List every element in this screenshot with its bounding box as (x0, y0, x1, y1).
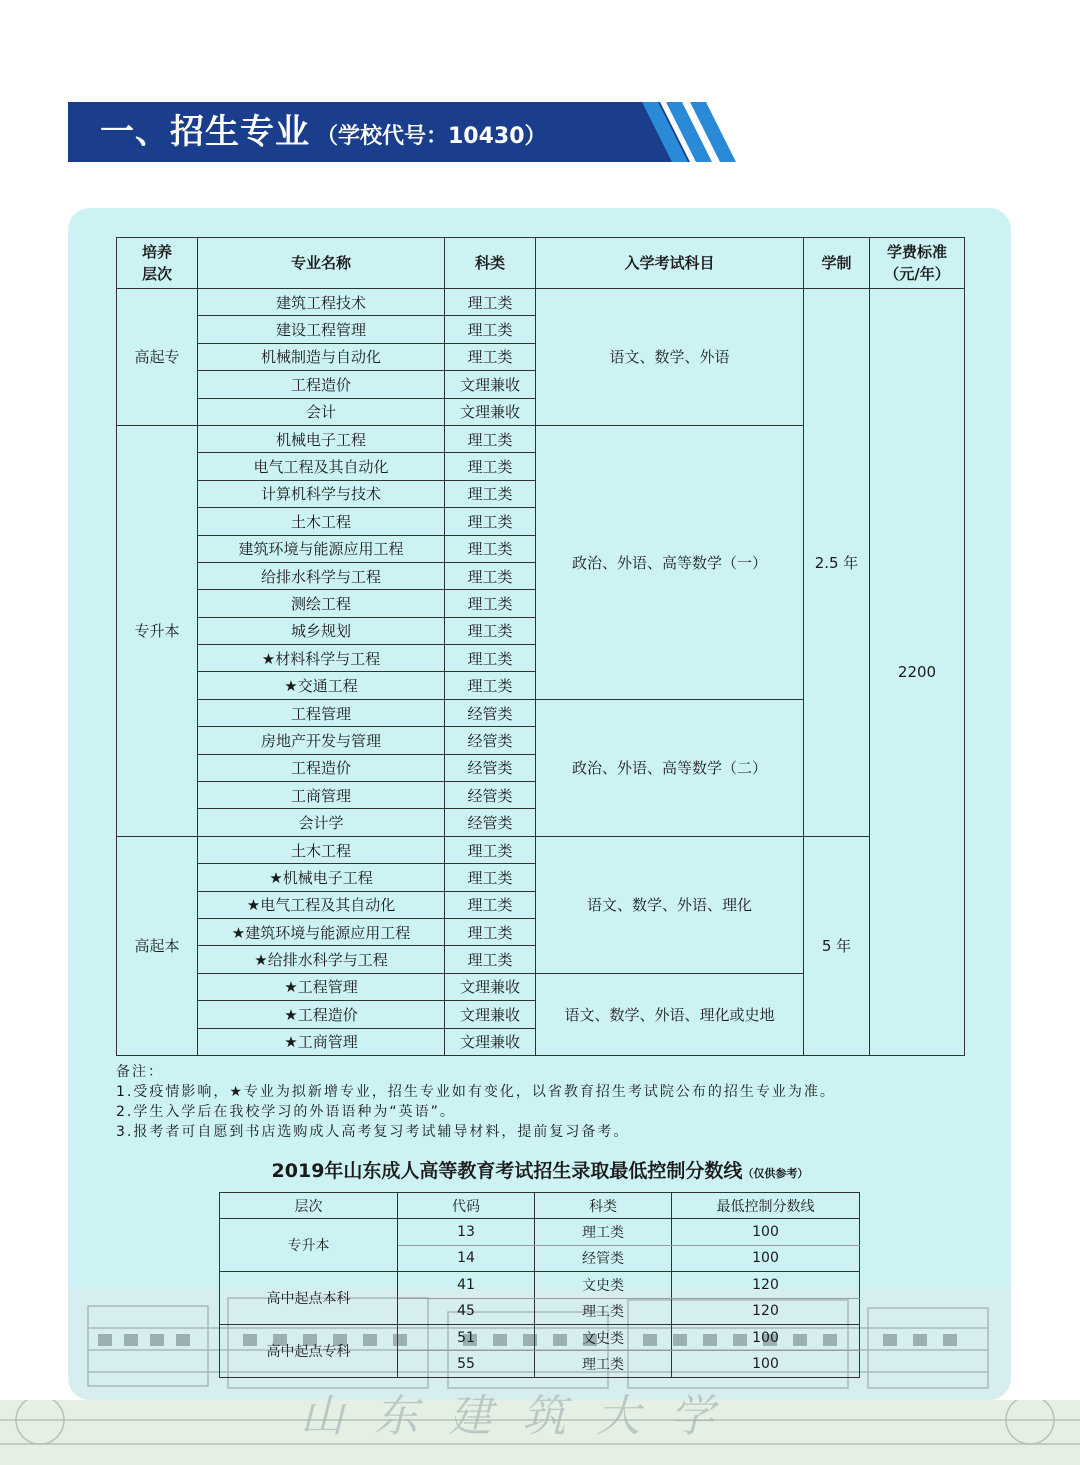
table-row (117, 289, 965, 316)
banner-stripes-decoration (630, 102, 740, 162)
col-header-code: 代码 (398, 1193, 535, 1219)
category-cell: 理工类 (445, 535, 536, 562)
category-cell: 理工类 (445, 864, 536, 891)
category-cell: 理工类 (445, 891, 536, 918)
category-cell: 理工类 (535, 1219, 672, 1245)
score-cell: 120 (672, 1298, 860, 1324)
duration-cell: 2.5 年 (804, 289, 870, 837)
category-cell: 文理兼收 (445, 371, 536, 398)
code-cell: 13 (398, 1219, 535, 1245)
col-header-min-score: 最低控制分数线 (672, 1193, 860, 1219)
major-cell: 会计学 (198, 809, 445, 836)
score-table (219, 1192, 860, 1378)
major-cell: 建设工程管理 (198, 316, 445, 343)
category-cell: 经管类 (445, 727, 536, 754)
duration-cell: 5 年 (804, 836, 870, 1055)
category-cell: 理工类 (445, 672, 536, 699)
level-cell: 高起本 (117, 836, 198, 1055)
major-cell: 房地产开发与管理 (198, 727, 445, 754)
major-cell: 土木工程 (198, 508, 445, 535)
score-cell: 100 (672, 1219, 860, 1245)
major-cell: ★建筑环境与能源应用工程 (198, 918, 445, 945)
level-cell: 专升本 (220, 1219, 398, 1272)
major-cell: ★工程造价 (198, 1001, 445, 1028)
major-cell: 城乡规划 (198, 617, 445, 644)
fee-cell: 2200 (870, 289, 965, 1056)
major-cell: ★给排水科学与工程 (198, 946, 445, 973)
score-section-title (0, 1156, 1080, 1183)
category-cell: 理工类 (535, 1298, 672, 1324)
score-table-header (220, 1193, 860, 1219)
code-cell: 51 (398, 1324, 535, 1350)
category-cell: 理工类 (445, 316, 536, 343)
category-cell: 经管类 (445, 809, 536, 836)
col-header-category: 科类 (445, 238, 536, 289)
major-cell: 会计 (198, 398, 445, 425)
category-cell: 理工类 (445, 343, 536, 370)
major-cell: 工程造价 (198, 754, 445, 781)
category-cell: 理工类 (445, 480, 536, 507)
category-cell: 理工类 (445, 562, 536, 589)
major-cell: 建筑工程技术 (198, 289, 445, 316)
major-cell: ★工程管理 (198, 973, 445, 1000)
category-cell: 经管类 (445, 754, 536, 781)
majors-table-header (117, 238, 965, 289)
level-cell: 专升本 (117, 425, 198, 836)
exam-subjects-cell: 语文、数学、外语、理化或史地 (536, 973, 804, 1055)
category-cell: 理工类 (445, 508, 536, 535)
major-cell: 测绘工程 (198, 590, 445, 617)
category-cell: 文理兼收 (445, 398, 536, 425)
category-cell: 文理兼收 (445, 1001, 536, 1028)
score-cell: 100 (672, 1324, 860, 1350)
category-cell: 经管类 (535, 1245, 672, 1271)
major-cell: ★工商管理 (198, 1028, 445, 1055)
major-cell: 土木工程 (198, 836, 445, 863)
major-cell: 电气工程及其自动化 (198, 453, 445, 480)
major-cell: ★电气工程及其自动化 (198, 891, 445, 918)
score-cell: 100 (672, 1351, 860, 1377)
major-cell: 工商管理 (198, 782, 445, 809)
level-cell: 高中起点本科 (220, 1272, 398, 1325)
watermark-calligraphy: 山东建筑大学 (300, 1391, 744, 1442)
major-cell: ★交通工程 (198, 672, 445, 699)
major-cell: 计算机科学与技术 (198, 480, 445, 507)
table-row (220, 1324, 860, 1350)
code-cell: 55 (398, 1351, 535, 1377)
category-cell: 文史类 (535, 1324, 672, 1350)
exam-subjects-cell: 政治、外语、高等数学（一） (536, 425, 804, 699)
level-cell: 高起专 (117, 289, 198, 426)
category-cell: 文史类 (535, 1272, 672, 1298)
table-row (117, 836, 965, 863)
category-cell: 理工类 (445, 617, 536, 644)
col-header-category: 科类 (535, 1193, 672, 1219)
exam-subjects-cell: 语文、数学、外语、理化 (536, 836, 804, 973)
col-header-level (117, 238, 198, 289)
majors-table (116, 237, 965, 1056)
col-header-level: 层次 (220, 1193, 398, 1219)
category-cell: 理工类 (445, 289, 536, 316)
notes-section (116, 1062, 836, 1142)
notes-title: 备注： (116, 1064, 164, 1080)
page-title (100, 104, 547, 160)
category-cell: 理工类 (445, 590, 536, 617)
major-cell: 给排水科学与工程 (198, 562, 445, 589)
category-cell: 文理兼收 (445, 1028, 536, 1055)
col-header-exam-subjects: 入学考试科目 (536, 238, 804, 289)
category-cell: 理工类 (535, 1351, 672, 1377)
category-cell: 理工类 (445, 425, 536, 452)
table-row (220, 1219, 860, 1245)
category-cell: 经管类 (445, 782, 536, 809)
header-text: 培养层次 (141, 243, 172, 283)
category-cell: 文理兼收 (445, 973, 536, 1000)
category-cell: 经管类 (445, 699, 536, 726)
note-item: 3.报考者可自愿到书店选购成人高考复习考试辅导材料，提前复习备考。 (116, 1124, 630, 1140)
category-cell: 理工类 (445, 918, 536, 945)
col-header-duration: 学制 (804, 238, 870, 289)
category-cell: 理工类 (445, 645, 536, 672)
col-header-fee (870, 238, 965, 289)
table-row (220, 1272, 860, 1298)
header-text: 学费标准（元/年） (884, 243, 950, 283)
major-cell: 工程管理 (198, 699, 445, 726)
page-title-school-code: （学校代号：10430） (316, 124, 547, 149)
major-cell: 工程造价 (198, 371, 445, 398)
col-header-major: 专业名称 (198, 238, 445, 289)
category-cell: 理工类 (445, 946, 536, 973)
code-cell: 41 (398, 1272, 535, 1298)
page-title-main: 一、招生专业 (100, 112, 310, 152)
exam-subjects-cell: 政治、外语、高等数学（二） (536, 699, 804, 836)
code-cell: 14 (398, 1245, 535, 1271)
major-cell: 建筑环境与能源应用工程 (198, 535, 445, 562)
category-cell: 理工类 (445, 836, 536, 863)
score-cell: 100 (672, 1245, 860, 1271)
major-cell: 机械制造与自动化 (198, 343, 445, 370)
major-cell: ★材料科学与工程 (198, 645, 445, 672)
level-cell: 高中起点专科 (220, 1324, 398, 1377)
category-cell: 理工类 (445, 453, 536, 480)
major-cell: 机械电子工程 (198, 425, 445, 452)
score-title-text: 2019年山东成人高等教育考试招生录取最低控制分数线 (271, 1160, 743, 1182)
note-item: 1.受疫情影响，★专业为拟新增专业，招生专业如有变化，以省教育招生考试院公布的招生专业为准。 (116, 1084, 836, 1100)
code-cell: 45 (398, 1298, 535, 1324)
note-item: 2.学生入学后在我校学习的外语语种为“英语”。 (116, 1104, 456, 1120)
exam-subjects-cell: 语文、数学、外语 (536, 289, 804, 426)
score-title-note: （仅供参考） (742, 1167, 809, 1180)
score-cell: 120 (672, 1272, 860, 1298)
major-cell: ★机械电子工程 (198, 864, 445, 891)
